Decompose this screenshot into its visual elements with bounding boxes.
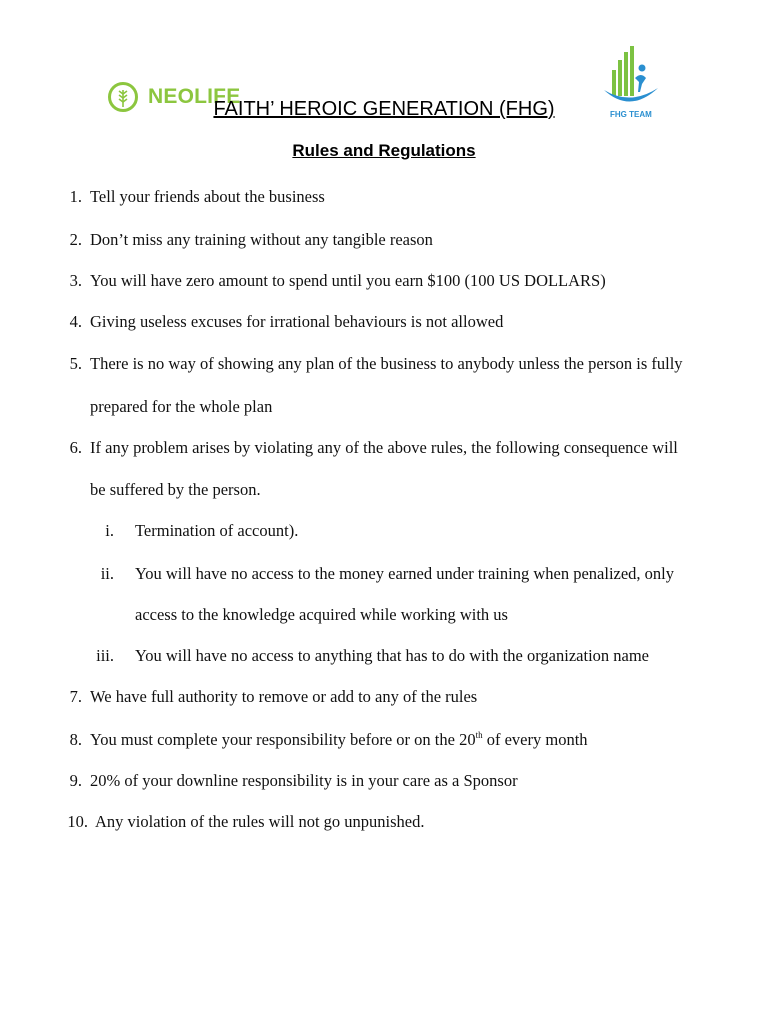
rule-number: 2. xyxy=(69,230,82,249)
sub-rule-number: i. xyxy=(105,521,114,540)
sub-rule-text: You will have no access to the money earned under training when penalized, only xyxy=(135,564,675,583)
rule-number: 1. xyxy=(69,187,82,206)
rule-number: 3. xyxy=(69,271,82,290)
rule-text: 20% of your downline responsibility is in your care as a Sponsor xyxy=(90,771,518,790)
sub-rule-number: iii. xyxy=(96,646,114,665)
sub-rule-text: You will have no access to anything that has to do with the organization name xyxy=(135,646,650,665)
sub-rule-number: ii. xyxy=(100,564,114,583)
rule-text: If any problem arises by violating any of the above rules, the following consequence will xyxy=(90,438,678,457)
rule-text: Giving useless excuses for irrational behaviours is not allowed xyxy=(90,312,504,331)
rule-number: 7. xyxy=(69,687,82,706)
sub-rule-text-continued: access to the knowledge acquired while working with us xyxy=(135,605,508,624)
rule-number: 5. xyxy=(69,354,82,373)
rule-number: 9. xyxy=(69,771,82,790)
rule-text: You will have zero amount to spend until you earn $100 (100 US DOLLARS) xyxy=(90,271,606,290)
rule-text-continued: prepared for the whole plan xyxy=(90,397,273,416)
rule-text: Tell your friends about the business xyxy=(90,187,325,206)
rule-text: We have full authority to remove or add to any of the rules xyxy=(90,687,478,706)
rule-number: 10. xyxy=(67,812,88,831)
rule-text xyxy=(90,730,588,750)
document-subtitle: Rules and Regulations xyxy=(292,141,476,160)
rule-text: There is no way of showing any plan of the business to anybody unless the person is fully xyxy=(90,354,683,373)
rule-text: Any violation of the rules will not go unpunished. xyxy=(95,812,425,831)
rule-number: 8. xyxy=(69,730,82,749)
rule-number: 6. xyxy=(69,438,82,457)
sub-rule-text: Termination of account). xyxy=(135,521,299,540)
fhg-team-logo-text: FHG TEAM xyxy=(610,110,652,119)
rule-text-tail: of every month xyxy=(482,730,588,749)
document-title: FAITH’ HEROIC GENERATION (FHG) xyxy=(213,98,555,120)
neolife-logo-text: NEOLIFE xyxy=(148,85,241,108)
rule-number: 4. xyxy=(69,312,82,331)
rule-text-main: You must complete your responsibility before or on the 20 xyxy=(90,730,476,749)
ordinal-suffix: th xyxy=(475,730,483,740)
rule-text-continued: be suffered by the person. xyxy=(90,480,261,499)
rule-text: Don’t miss any training without any tangible reason xyxy=(90,230,433,249)
